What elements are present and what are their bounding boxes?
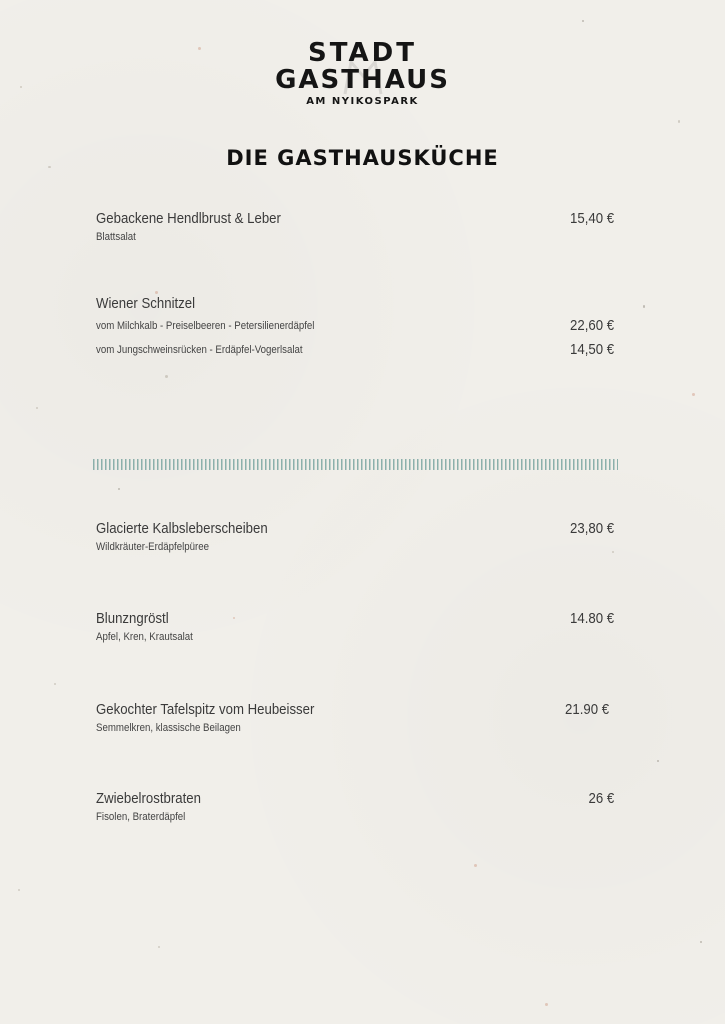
paper-speckle xyxy=(692,393,695,396)
menu-item-price: 15,40 € xyxy=(569,210,614,227)
menu-item-price: 21.90 € xyxy=(564,701,609,718)
restaurant-logo xyxy=(0,40,725,107)
menu-item-variant-price: 14,50 € xyxy=(569,341,614,358)
menu-item-name: Gebackene Hendlbrust & Leber xyxy=(96,210,281,227)
menu-item-name: Glacierte Kalbsleberscheiben xyxy=(96,520,268,537)
menu-item-variant: vom Milchkalb - Preiselbeeren - Petersilienerdäpfel xyxy=(96,320,315,332)
paper-speckle xyxy=(18,889,20,891)
menu-item-description: Fisolen, Braterdäpfel xyxy=(96,811,186,823)
menu-item xyxy=(96,790,616,823)
paper-speckle xyxy=(54,683,56,685)
paper-speckle xyxy=(36,407,38,409)
paper-speckle xyxy=(678,120,680,123)
menu-item xyxy=(96,210,616,243)
paper-speckle xyxy=(545,1003,548,1006)
paper-speckle xyxy=(582,20,584,22)
paper-speckle xyxy=(165,375,168,378)
logo-line-location: AM NYIKOSPARK xyxy=(306,96,419,107)
menu-item-name: Gekochter Tafelspitz vom Heubeisser xyxy=(96,701,315,718)
paper-speckle xyxy=(158,946,160,948)
logo-line-stadt: STADT xyxy=(308,38,417,68)
paper-speckle xyxy=(700,941,702,943)
menu-item xyxy=(96,610,616,643)
menu-item xyxy=(96,701,616,734)
logo-line-gasthaus: GASTHAUS xyxy=(275,65,450,95)
paper-speckle xyxy=(657,760,659,762)
menu-item-description: Blattsalat xyxy=(96,231,136,243)
paper-speckle xyxy=(118,488,120,490)
menu-item-price: 23,80 € xyxy=(569,520,614,537)
menu-item xyxy=(96,520,616,553)
menu-item xyxy=(96,295,616,312)
menu-item-variant-price: 22,60 € xyxy=(569,317,614,334)
menu-item-description: Wildkräuter-Erdäpfelpüree xyxy=(96,541,209,553)
section-divider xyxy=(93,459,618,470)
menu-item-variant: vom Jungschweinsrücken - Erdäpfel-Vogerlsalat xyxy=(96,344,303,356)
section-title: DIE GASTHAUSKÜCHE xyxy=(226,146,499,170)
menu-item-name: Blunzngröstl xyxy=(96,610,169,627)
menu-item-description: Apfel, Kren, Krautsalat xyxy=(96,631,193,643)
menu-item-price: 26 € xyxy=(588,790,614,807)
menu-item-name: Zwiebelrostbraten xyxy=(96,790,201,807)
paper-speckle xyxy=(155,291,158,294)
menu-item-description: Semmelkren, klassische Beilagen xyxy=(96,722,241,734)
menu-item-price: 14.80 € xyxy=(569,610,614,627)
paper-speckle xyxy=(643,305,645,308)
paper-speckle xyxy=(474,864,477,867)
menu-item-name: Wiener Schnitzel xyxy=(96,295,196,312)
